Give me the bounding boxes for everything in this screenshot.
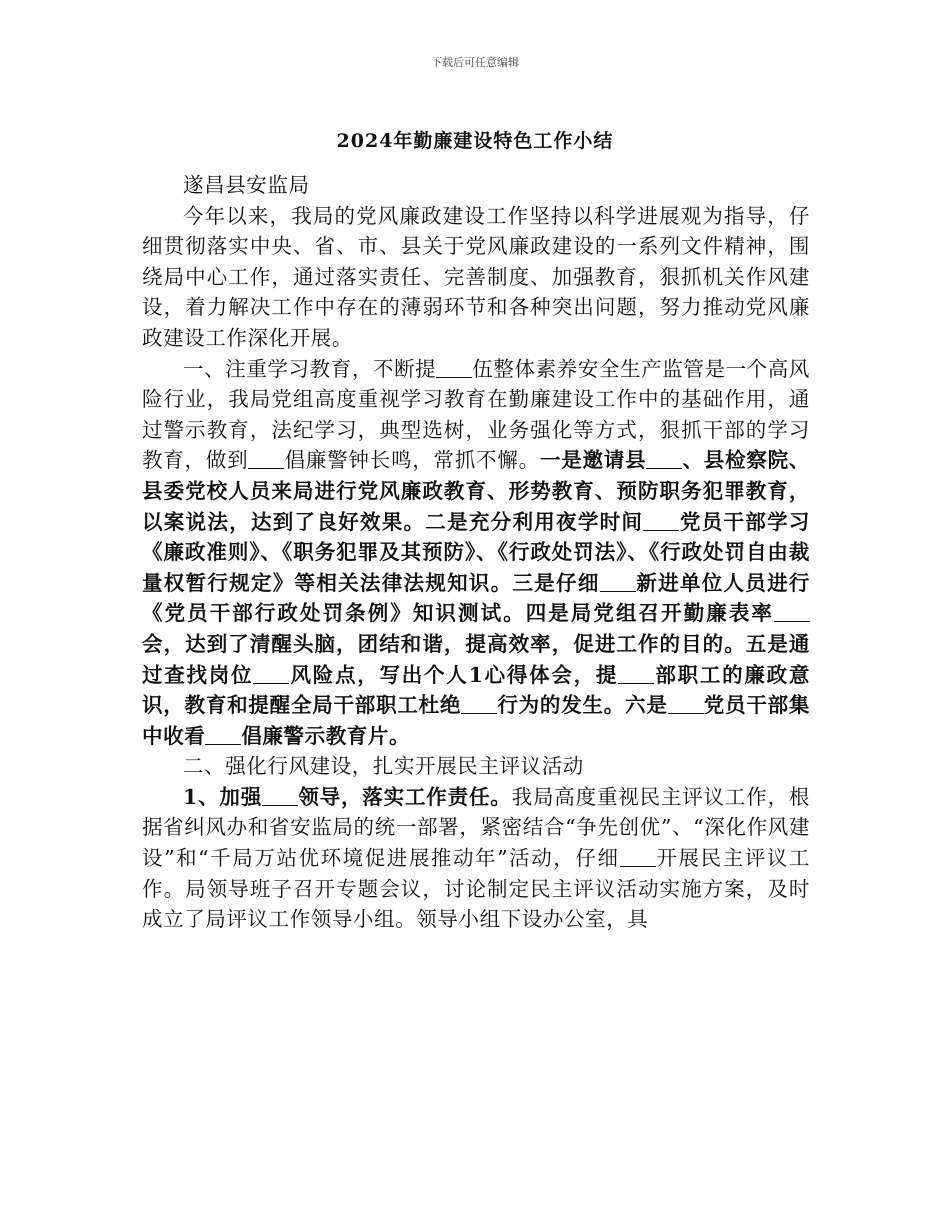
bold-run: 党员干部学习《廉政准则》、《职务犯罪及其预防》、《行政处罚法》、《行政处罚自由裁量权暂行规定》等相关法律法规知识。三是仔细 — [142, 509, 810, 595]
blank-line — [205, 723, 241, 745]
blank-line — [262, 784, 298, 806]
blank-line — [774, 601, 810, 623]
author-line: 遂昌县安监局 — [183, 173, 310, 197]
blank-line — [646, 448, 682, 470]
bold-run: 1、加强 — [183, 784, 263, 809]
bold-run: 一是邀请县 — [539, 448, 647, 473]
paragraph-section-1 — [142, 354, 810, 752]
bold-run: 会，达到了清醒头脑，团结和谐，提高效率，促进工作的目的。五是通过查找岗位 — [142, 631, 810, 687]
text-run: 倡廉警钟长鸣，常抓不懈。 — [284, 448, 540, 473]
text-run: 伍整体素养安全生产监管是一个高风险行业，我局党组高度重视学习教育在勤廉建设工作中的基础作用，通过警示教育，法纪学习，典型选树，业务强化等方式，狠抓干部的学习教育，做到 — [142, 356, 810, 473]
bold-run: 行为的发生。六是 — [497, 693, 668, 718]
paragraph-section-2-item-1 — [142, 782, 810, 935]
text-run: 开展民主评议工作。局领导班子召开专题会议，讨论制定民主评议活动实施方案，及时成立了局评议工作领导小组。领导小组下设办公室，具 — [142, 846, 810, 932]
bold-run: 部职工的廉政意识，教育和提醒全局干部职工杜绝 — [142, 662, 811, 718]
bold-run: 领导，落实工作责任。 — [298, 784, 512, 809]
document-title: 2024年勤廉建设特色工作小结 — [336, 130, 614, 152]
bold-run: 倡廉警示教育片。 — [241, 723, 411, 748]
blank-line — [436, 356, 472, 378]
text-run: 我局高度重视民主评议工作，根据省纠风办和省安监局的统一部署，紧密结合“争先创优”、“深化作风建设”和“千局万站优环境促进展推动年”活动，仔细 — [142, 784, 811, 871]
header-note: 下载后可任意编辑 — [431, 56, 519, 69]
blank-line — [253, 662, 289, 684]
document-body — [142, 170, 810, 935]
paragraph-section-2-heading: 二、强化行风建设，扎实开展民主评议活动 — [183, 754, 584, 779]
blank-line — [668, 693, 704, 715]
blank-line — [461, 693, 497, 715]
bold-run: 新进单位人员进行《党员干部行政处罚条例》知识测试。四是局党组召开勤廉表率 — [142, 570, 810, 626]
blank-line — [643, 509, 679, 531]
blank-line — [600, 570, 636, 592]
blank-line — [618, 662, 654, 684]
paragraph-intro: 今年以来，我局的党风廉政建设工作坚持以科学进展观为指导，仔细贯彻落实中央、省、市、县关于党风廉政建设的一系列文件精神，围绕局中心工作，通过落实责任、完善制度、加强教育，狠抓机关作风建设，着力解决工作中存在的薄弱环节和各种突出问题，努力推动党风廉政建设工作深化开展。 — [142, 203, 810, 350]
blank-line — [620, 846, 656, 868]
bold-run: 、县检察院、县委党校人员来局进行党风廉政教育、形势教育、预防职务犯罪教育，以案说法，达到了良好效果。二是充分利用夜学时间 — [142, 448, 811, 534]
blank-line — [248, 448, 284, 470]
text-run: 一、注重学习教育，不断提 — [183, 356, 437, 381]
bold-run: 风险点，写出个人1心得体会，提 — [289, 662, 619, 687]
bold-run: 党员干部集中收看 — [142, 693, 811, 748]
